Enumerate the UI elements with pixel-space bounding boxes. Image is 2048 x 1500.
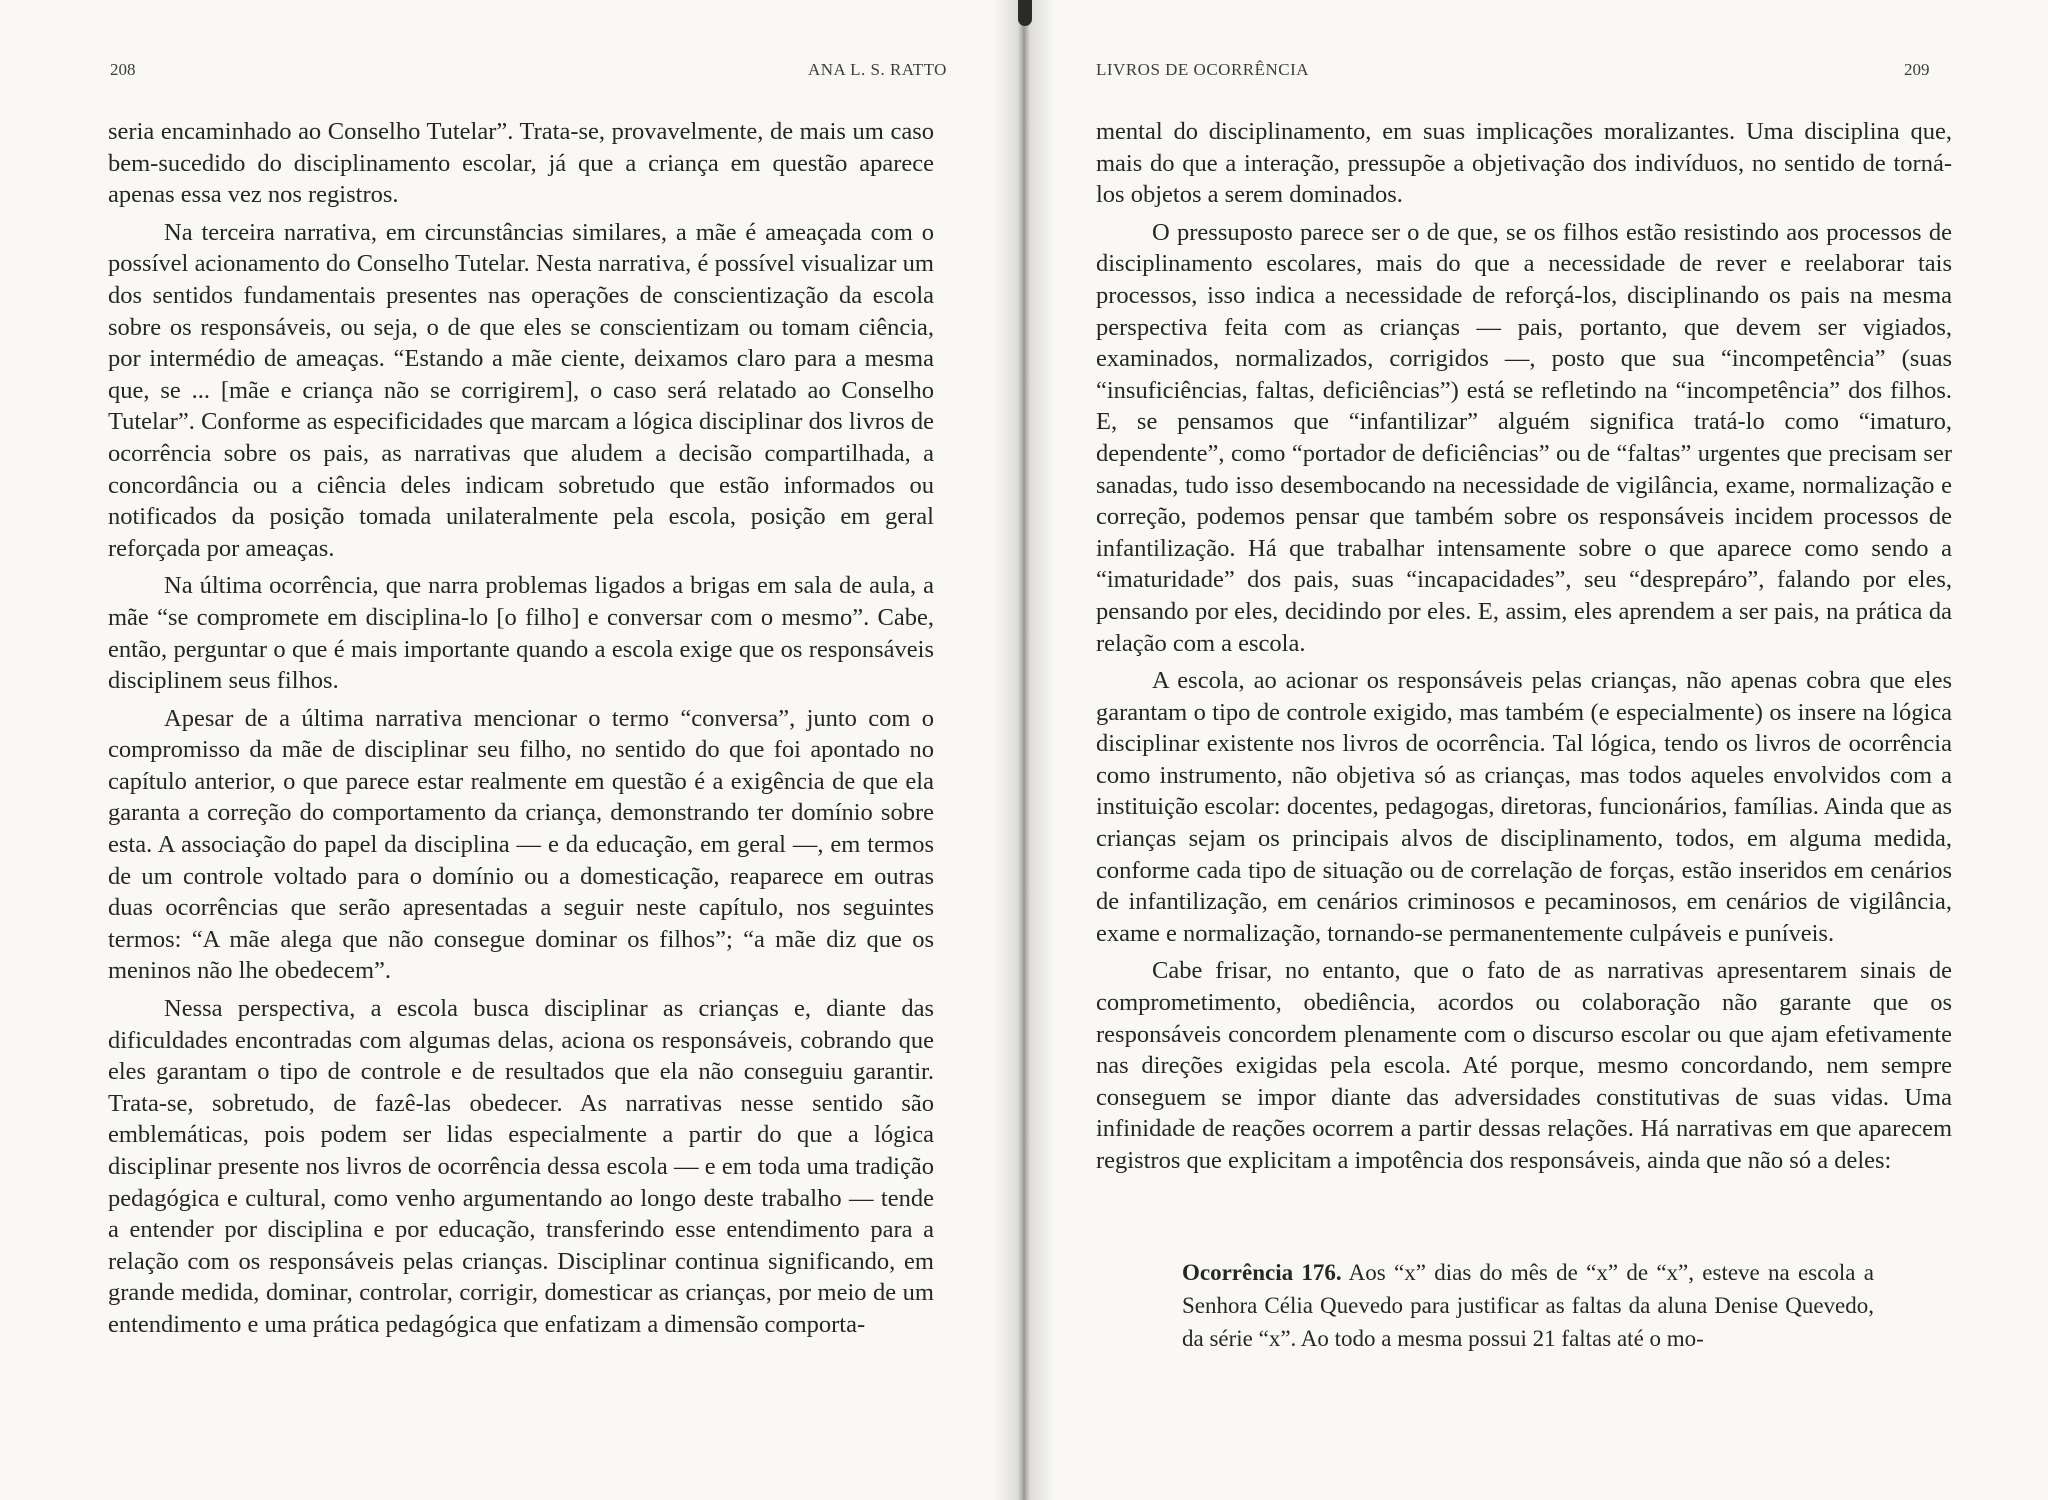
paragraph: Nessa perspectiva, a escola busca disciplinar as crianças e, diante das dificuldades encontradas com algumas delas, aciona os responsáveis, cobrando que eles garantam o tipo de controle e de resultados que ela não conseguiu garantir. Trata-se, sobretudo, de fazê-las obedecer. As narrativas nesse sentido são emblemáticas, pois podem ser lidas especialmente a partir do que a lógica disciplinar presente nos livros de ocorrência dessa escola — e em toda uma tradição pedagógica e cultural, como venho argumentando ao longo deste trabalho — tende a entender por disciplina e por educação, transferindo esse entendimento para a relação com os responsáveis pelas crianças. Disciplinar continua significando, em grande medida, dominar, controlar, corrigir, domesticar as crianças, por meio de um entendimento e uma prática pedagógica que enfatizam a dimensão comporta- [108, 995, 934, 1338]
paragraph: Na última ocorrência, que narra problemas ligados a brigas em sala de aula, a mãe “se compromete em disciplina-lo [o filho] e conversar com o mesmo”. Cabe, então, perguntar o que é mais importante quando a escola exige que os responsáveis disciplinem seus filhos. [108, 572, 934, 695]
right-running-head: LIVROS DE OCORRÊNCIA [1096, 60, 1310, 79]
occurrence-quote [1182, 1256, 1874, 1355]
book-gutter [994, 0, 1054, 1500]
occurrence-label: Ocorrência 176. [1182, 1260, 1342, 1285]
right-page-number: 209 [1904, 60, 1930, 79]
right-page-text [1096, 116, 1952, 1183]
paragraph: Na terceira narrativa, em circunstâncias similares, a mãe é ameaçada com o possível acionamento do Conselho Tutelar. Nesta narrativa, é possível visualizar um dos sentidos fundamentais presentes nas operações de conscientização da escola sobre os responsáveis, ou seja, o de que eles se conscientizam ou tomam ciência, por intermédio de ameaças. “Estando a mãe ciente, deixamos claro para a mesma que, se ... [mãe e criança não se corrigirem], o caso será relatado ao Conselho Tutelar”. Conforme as especificidades que marcam a lógica disciplinar dos livros de ocorrência sobre os pais, as narrativas que aludem a decisão compartilhada, a concordância ou a ciência deles indicam sobretudo que estão informados ou notificados da posição tomada unilateralmente pela escola, posição em geral reforçada por ameaças. [108, 218, 934, 562]
paragraph: mental do disciplinamento, em suas implicações moralizantes. Uma disciplina que, mais do que a interação, pressupõe a objetivação dos indivíduos, no sentido de torná-los objetos a serem dominados. [1096, 118, 1952, 209]
left-page [0, 0, 1022, 1500]
occurrence-text: Aos “x” dias do mês de “x” de “x”, esteve na escola a Senhora Célia Quevedo para justificar as faltas da aluna Denise Quevedo, da série “x”. Ao todo a mesma possui 21 faltas até o mo- [1182, 1260, 1874, 1351]
paragraph: Cabe frisar, no entanto, que o fato de as narrativas apresentarem sinais de comprometimento, obediência, acordos ou colaboração não garante que os responsáveis concordem plenamente com o discurso escolar ou que ajam efetivamente nas direções exigidas pela escola. Até porque, mesmo concordando, nem sempre conseguem se impor diante das adversidades constitutivas de suas vidas. Uma infinidade de reações ocorrem a partir dessas relações. Há narrativas em que aparecem registros que explicitam a impotência dos responsáveis, ainda que não só a deles: [1096, 957, 1952, 1174]
right-page [1026, 0, 2048, 1500]
left-running-head: ANA L. S. RATTO [808, 60, 947, 79]
binding-mark [1018, 0, 1032, 26]
paragraph: Apesar de a última narrativa mencionar o termo “conversa”, junto com o compromisso da mãe de disciplinar seu filho, no sentido do que foi apontado no capítulo anterior, o que parece estar realmente em questão é a exigência de que ela garanta a correção do comportamento da criança, demonstrando ter domínio sobre esta. A associação do papel da disciplina — e da educação, em geral —, em termos de um controle voltado para o domínio ou a domesticação, reaparece em outras duas ocorrências que serão apresentadas a seguir neste capítulo, nos seguintes termos: “A mãe alega que não consegue dominar os filhos”; “a mãe diz que os meninos não lhe obedecem”. [108, 704, 934, 985]
paragraph: A escola, ao acionar os responsáveis pelas crianças, não apenas cobra que eles garantam o tipo de controle exigido, mas também (e especialmente) os insere na lógica disciplinar existente nos livros de ocorrência. Tal lógica, tendo os livros de ocorrência como instrumento, não objetiva só as crianças, mas todos aqueles envolvidos com a instituição escolar: docentes, pedagogas, diretoras, funcionários, famílias. Ainda que as crianças sejam os principais alvos de disciplinamento, todos, em alguma medida, conforme cada tipo de situação ou de correlação de forças, estão inseridos em cenários de infantilização, em cenários criminosos e pecaminosos, em cenários de vigilância, exame e normalização, tornando-se permanentemente culpáveis e puníveis. [1096, 667, 1952, 947]
left-page-number: 208 [110, 60, 136, 79]
paragraph: seria encaminhado ao Conselho Tutelar”. Trata-se, provavelmente, de mais um caso bem-sucedido do disciplinamento escolar, já que a criança em questão aparece apenas essa vez nos registros. [108, 118, 934, 209]
paragraph: O pressuposto parece ser o de que, se os filhos estão resistindo aos processos de disciplinamento escolares, mais do que a necessidade de rever e reelaborar tais processos, isso indica a necessidade de reforçá-los, disciplinando os pais na mesma perspectiva feita com as crianças — pais, portanto, que devem ser vigiados, examinados, normalizados, corrigidos —, posto que sua “incompetência” (suas “insuficiências, faltas, deficiências”) está se refletindo na “incompetência” dos filhos. E, se pensamos que “infantilizar” alguém significa tratá-lo como “imaturo, dependente”, como “portador de deficiências” ou de “faltas” urgentes que precisam ser sanadas, tudo isso desembocando na necessidade de vigilância, exame, normalização e correção, podemos pensar que também sobre os responsáveis incidem processos de infantilização. Há que trabalhar intensamente sobre o que aparece como sendo a “imaturidade” dos pais, suas “incapacidades”, seu “desprepáro”, falando por eles, pensando por eles, decidindo por eles. E, assim, eles aprendem a ser pais, na prática da relação com a escola. [1096, 218, 1952, 657]
left-page-text [108, 116, 934, 1347]
